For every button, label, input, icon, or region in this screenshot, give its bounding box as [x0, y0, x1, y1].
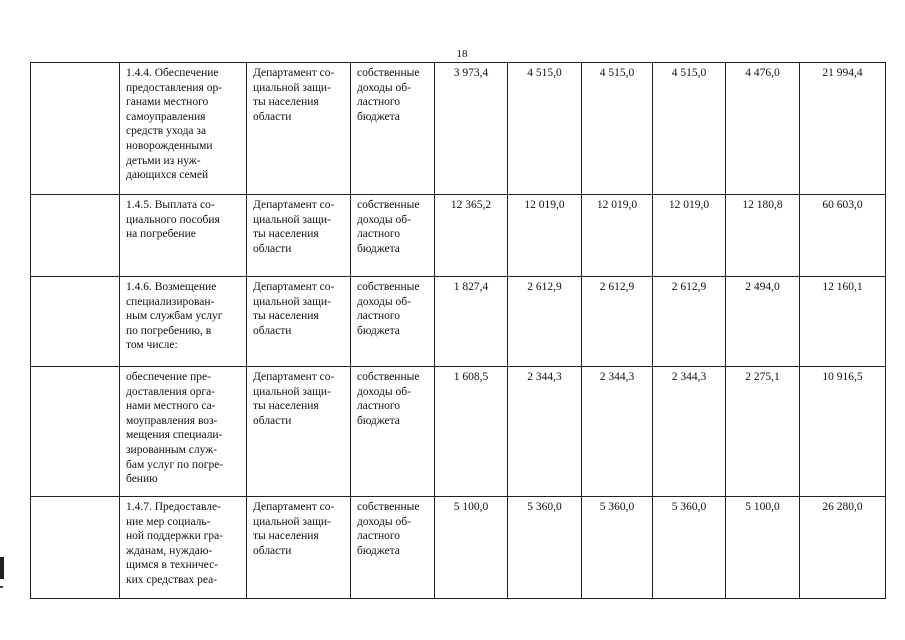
measure-name-cell-line: щимся в техничес- — [126, 559, 219, 572]
measure-name-cell-line: мещения специали- — [126, 429, 223, 442]
funding-source-cell-line: доходы об- — [357, 515, 411, 528]
executor-cell — [247, 63, 351, 195]
funding-source-cell-line: бюджета — [357, 414, 400, 427]
funding-source-cell-line: собственные — [357, 371, 420, 383]
measure-name-cell-line: самоуправления — [126, 110, 206, 123]
value-cell: 5 100,0 — [726, 497, 800, 599]
funding-source-cell — [351, 497, 435, 599]
measure-name-cell-line: 1.4.6. Возмещение — [126, 281, 217, 293]
page-number: 18 — [456, 48, 468, 60]
funding-source-cell-line: бюджета — [357, 110, 400, 123]
value-cell: 4 515,0 — [653, 63, 726, 195]
executor-cell — [247, 277, 351, 367]
funding-source-cell-line: ластного — [357, 228, 401, 241]
value-cell: 12 019,0 — [582, 195, 653, 277]
value-cell: 2 275,1 — [726, 367, 800, 497]
measure-name-cell-line: бению — [126, 473, 158, 486]
empty-cell — [31, 63, 120, 195]
measure-name-cell — [120, 63, 247, 195]
funding-source-cell-line: собственные — [357, 199, 420, 211]
table-row — [31, 63, 886, 195]
table-row — [31, 367, 886, 497]
measure-name-cell-line: специализирован- — [126, 295, 215, 308]
funding-source-cell-line: ластного — [357, 530, 401, 543]
measure-name-cell — [120, 195, 247, 277]
value-cell: 2 612,9 — [508, 277, 582, 367]
value-cell: 5 100,0 — [435, 497, 508, 599]
value-cell: 12 180,8 — [726, 195, 800, 277]
total-value-cell: 10 916,5 — [800, 367, 886, 497]
executor-cell-line: Департамент со- — [253, 371, 335, 383]
measure-name-cell — [120, 277, 247, 367]
executor-cell-line: ты населения — [253, 310, 319, 323]
margin-mark-small — [0, 586, 3, 588]
value-cell: 2 344,3 — [508, 367, 582, 497]
executor-cell-line: области — [253, 110, 292, 123]
funding-source-cell-line: бюджета — [357, 544, 400, 557]
value-cell: 4 515,0 — [508, 63, 582, 195]
executor-cell-line: Департамент со- — [253, 199, 335, 211]
program-table — [30, 62, 886, 599]
measure-name-cell-line: средств ухода за — [126, 125, 207, 138]
funding-source-cell — [351, 195, 435, 277]
value-cell: 1 608,5 — [435, 367, 508, 497]
measure-name-cell — [120, 367, 247, 497]
executor-cell-line: циальной защи- — [253, 81, 331, 94]
value-cell: 12 019,0 — [508, 195, 582, 277]
measure-name-cell — [120, 497, 247, 599]
value-cell: 2 612,9 — [582, 277, 653, 367]
funding-source-cell-line: ластного — [357, 400, 401, 413]
funding-source-cell-line: ластного — [357, 96, 401, 109]
funding-source-cell-line: ластного — [357, 310, 401, 323]
executor-cell-line: ты населения — [253, 228, 319, 241]
empty-cell — [31, 195, 120, 277]
measure-name-cell-line: жданам, нуждаю- — [126, 544, 213, 557]
measure-name-cell-line: по погребению, в — [126, 324, 212, 337]
funding-source-cell-line: доходы об- — [357, 213, 411, 226]
executor-cell-line: циальной защи- — [253, 295, 331, 308]
measure-name-cell-line: 1.4.5. Выплата со- — [126, 199, 215, 211]
empty-cell — [31, 497, 120, 599]
funding-source-cell-line: собственные — [357, 67, 420, 79]
value-cell: 4 476,0 — [726, 63, 800, 195]
measure-name-cell-line: ной поддержки гра- — [126, 530, 224, 543]
table-row — [31, 277, 886, 367]
value-cell: 4 515,0 — [582, 63, 653, 195]
measure-name-cell-line: детьми из нуж- — [126, 154, 201, 167]
measure-name-cell-line: том числе: — [126, 339, 178, 352]
total-value-cell: 12 160,1 — [800, 277, 886, 367]
measure-name-cell-line: обеспечение пре- — [126, 371, 211, 383]
empty-cell — [31, 277, 120, 367]
empty-cell — [31, 367, 120, 497]
measure-name-cell-line: 1.4.7. Предоставле- — [126, 501, 221, 513]
total-value-cell: 26 280,0 — [800, 497, 886, 599]
value-cell: 5 360,0 — [653, 497, 726, 599]
funding-source-cell-line: доходы об- — [357, 385, 411, 398]
executor-cell-line: Департамент со- — [253, 67, 335, 79]
measure-name-cell-line: бам услуг по погре- — [126, 458, 224, 471]
value-cell: 12 365,2 — [435, 195, 508, 277]
funding-source-cell — [351, 277, 435, 367]
measure-name-cell-line: новорожденными — [126, 139, 213, 152]
executor-cell-line: области — [253, 242, 292, 255]
funding-source-cell-line: доходы об- — [357, 81, 411, 94]
executor-cell-line: ты населения — [253, 96, 319, 109]
total-value-cell: 60 603,0 — [800, 195, 886, 277]
executor-cell-line: ты населения — [253, 530, 319, 543]
executor-cell — [247, 367, 351, 497]
measure-name-cell-line: ганами местного — [126, 96, 209, 109]
measure-name-cell-line: моуправления воз- — [126, 414, 218, 427]
measure-name-cell-line: циального пособия — [126, 213, 220, 226]
executor-cell-line: Департамент со- — [253, 501, 335, 513]
margin-mark — [0, 557, 4, 579]
value-cell: 5 360,0 — [582, 497, 653, 599]
funding-source-cell-line: собственные — [357, 281, 420, 293]
executor-cell — [247, 195, 351, 277]
measure-name-cell-line: дающихся семей — [126, 169, 209, 182]
measure-name-cell-line: ным службам услуг — [126, 310, 223, 323]
executor-cell-line: циальной защи- — [253, 385, 331, 398]
funding-source-cell — [351, 63, 435, 195]
measure-name-cell-line: на погребение — [126, 228, 196, 241]
executor-cell-line: области — [253, 324, 292, 337]
measure-name-cell-line: зированным служ- — [126, 443, 217, 456]
table-row — [31, 497, 886, 599]
value-cell: 2 344,3 — [653, 367, 726, 497]
funding-source-cell — [351, 367, 435, 497]
funding-source-cell-line: доходы об- — [357, 295, 411, 308]
measure-name-cell-line: ких средствах реа- — [126, 573, 218, 586]
executor-cell-line: циальной защи- — [253, 515, 331, 528]
executor-cell-line: циальной защи- — [253, 213, 331, 226]
measure-name-cell-line: предоставления ор- — [126, 81, 223, 94]
value-cell: 1 827,4 — [435, 277, 508, 367]
value-cell: 12 019,0 — [653, 195, 726, 277]
executor-cell-line: области — [253, 414, 292, 427]
measure-name-cell-line: 1.4.4. Обеспечение — [126, 67, 219, 79]
total-value-cell: 21 994,4 — [800, 63, 886, 195]
measure-name-cell-line: нами местного са- — [126, 400, 216, 413]
executor-cell-line: ты населения — [253, 400, 319, 413]
value-cell: 5 360,0 — [508, 497, 582, 599]
table-row — [31, 195, 886, 277]
value-cell: 2 494,0 — [726, 277, 800, 367]
measure-name-cell-line: доставления орга- — [126, 385, 216, 398]
funding-source-cell-line: бюджета — [357, 324, 400, 337]
executor-cell — [247, 497, 351, 599]
measure-name-cell-line: ние мер социаль- — [126, 515, 211, 528]
executor-cell-line: Департамент со- — [253, 281, 335, 293]
funding-source-cell-line: собственные — [357, 501, 420, 513]
executor-cell-line: области — [253, 544, 292, 557]
value-cell: 2 344,3 — [582, 367, 653, 497]
funding-source-cell-line: бюджета — [357, 242, 400, 255]
value-cell: 2 612,9 — [653, 277, 726, 367]
value-cell: 3 973,4 — [435, 63, 508, 195]
